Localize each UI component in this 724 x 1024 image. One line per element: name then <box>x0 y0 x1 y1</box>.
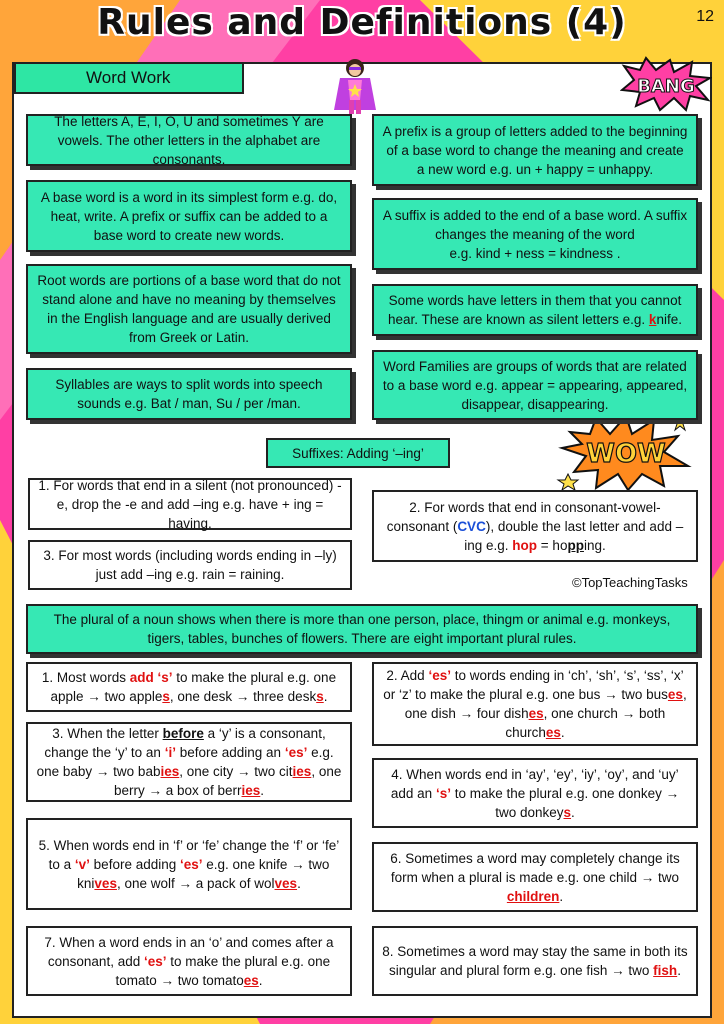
plural-rule-6 <box>372 842 698 912</box>
r6-children: children <box>506 888 560 904</box>
copyright: ©TopTeachingTasks <box>572 575 688 590</box>
r8-a: 8. Sometimes a word may stay the same in both its singular and plural form e.g. one fish → two <box>382 944 688 978</box>
page-title: Rules and Definitions (4) <box>97 2 627 43</box>
bang-text: BANG <box>637 76 695 97</box>
bang-burst-icon <box>620 56 712 112</box>
r4-b: to make the plural e.g. one donkey → two donkey <box>450 785 680 820</box>
suffix-rule-3-text: 3. For most words (including words ending in –ly) just add –ing e.g. rain = raining. <box>43 548 337 582</box>
rule2-b: ), double the last letter and add –ing e.g. <box>464 518 684 553</box>
plural-rule-8-text <box>382 942 688 980</box>
suffix-text <box>382 206 688 263</box>
plural-intro <box>26 604 698 654</box>
r3-b: a ‘y’ is a consonant, change the ‘y’ to an <box>44 726 326 760</box>
cvc-label: CVC <box>457 518 486 534</box>
r1-d: . <box>323 689 328 704</box>
r2-es2: es <box>667 687 683 702</box>
r2-b: to words ending in ‘ch’, ‘sh’, ‘s’, ‘ss’, ‘x’ or ‘z’ to make the plural e.g. one bus → two bus <box>383 668 684 702</box>
r3-c: before adding an <box>175 745 285 760</box>
r7-b: to make the plural e.g. one tomato → two tomato <box>115 953 331 988</box>
plural-rule-2-text <box>382 666 688 742</box>
families-text: Word Families are groups of words that are related to a base word e.g. appear = appearing, appeared, disappear, disappearing. <box>382 358 688 412</box>
r8-fish: fish <box>653 963 678 978</box>
plural-intro-text: The plural of a noun shows when there is more than one person, place, thingm or animal e.g. monkeys, tigers, tables, bunches of flowers. There are eight important plural rules. <box>53 612 671 646</box>
r2-es3: es <box>528 706 544 721</box>
r3-before: before <box>162 726 204 741</box>
r3-i: ‘i’ <box>164 745 176 760</box>
suffixes-heading-text: Suffixes: Adding ‘–ing’ <box>292 445 424 461</box>
prefix-definition <box>372 114 698 186</box>
r4-c: . <box>571 804 575 820</box>
r5-ves2: ves <box>274 875 298 891</box>
silent-text-b: nife. <box>656 312 682 327</box>
plural-rule-7 <box>26 926 352 996</box>
rule2-pp: pp <box>567 537 584 553</box>
r5-v: ‘v’ <box>74 856 90 872</box>
r3-ies3: ies <box>241 783 261 798</box>
base-word-definition <box>26 180 352 252</box>
r5-ves1: ves <box>94 875 117 891</box>
wow-burst-icon <box>556 412 696 492</box>
r6-b: . <box>559 888 564 904</box>
suffixes-heading <box>266 438 450 468</box>
section-label: Word Work <box>14 62 244 94</box>
plural-rule-4-text <box>382 765 688 822</box>
prefix-text: A prefix is a group of letters added to the beginning of a base word to change the meaning and create a new word e.g. un + happy = unhappy. <box>382 123 688 177</box>
r3-es: ‘es’ <box>284 745 308 760</box>
r3-f: , one berry → a box of berr <box>113 764 342 798</box>
silent-text-a: Some words have letters in them that you cannot hear. These are known as silent letters e.g. <box>388 293 682 327</box>
r5-c: e.g. one knife → two kni <box>77 856 330 891</box>
suffix-rule-3 <box>28 540 352 590</box>
root-words-text: Root words are portions of a base word that do not stand alone and have no meaning by themselves in the English language and are usually derived from Greek or Latin. <box>37 273 341 345</box>
syllables-definition <box>26 368 352 420</box>
plural-rule-5-text <box>36 836 342 893</box>
silent-letters-definition <box>372 284 698 336</box>
r3-ies1: ies <box>160 764 180 779</box>
r7-c: . <box>258 972 263 988</box>
r2-es4: es <box>545 725 561 740</box>
rule2-c: = ho <box>537 537 568 553</box>
plural-rule-6-text <box>382 849 688 906</box>
r1-a: 1. Most words <box>41 670 130 685</box>
r2-c: , one dish → four dish <box>404 687 687 721</box>
r2-a: 2. Add <box>386 668 429 683</box>
page-number: 12 <box>696 8 714 25</box>
r1-s: add ‘s’ <box>129 670 173 685</box>
r3-ies2: ies <box>292 764 312 779</box>
r5-e: . <box>297 875 301 891</box>
vowels-text: The letters A, E, I, O, U and sometimes Y are vowels. The other letters in the alphabet are consonants. <box>54 113 324 167</box>
wow-text: WOW <box>586 439 666 469</box>
suffix-rule-1-text: 1. For words that end in a silent (not pronounced) -e, drop the -e and add –ing e.g. have + ing = having. <box>38 477 342 531</box>
plural-rule-2 <box>372 662 698 746</box>
vowels-definition <box>26 114 352 166</box>
r3-a: 3. When the letter <box>52 726 163 741</box>
r8-b: . <box>677 963 681 978</box>
r3-g: . <box>260 783 265 798</box>
syllables-text: Syllables are ways to split words into speech sounds e.g. Bat / man, Su / per /man. <box>55 377 323 411</box>
plural-rule-7-text <box>36 933 342 990</box>
suffix-text-b: e.g. kind + ness = kindness . <box>449 245 621 261</box>
rule2-hop: hop <box>512 537 538 553</box>
rule2-a: 2. For words that end in consonant-vowel-consonant ( <box>386 499 661 534</box>
r5-d: , one wolf → a pack of wol <box>116 875 275 891</box>
r4-s2: s <box>563 804 572 820</box>
plural-rule-1 <box>26 662 352 712</box>
r1-c: , one desk → three desk <box>169 689 317 704</box>
suffix-text-a: A suffix is added to the end of a base word. A suffix changes the meaning of the word <box>382 207 688 242</box>
word-families-definition <box>372 350 698 420</box>
r5-b: before adding <box>89 856 180 872</box>
r3-d: e.g. one baby → two bab <box>36 745 334 779</box>
r1-s3: s <box>316 689 324 704</box>
r6-a: 6. Sometimes a word may completely change its form when a plural is made e.g. one child → two <box>390 850 680 885</box>
r2-e: . <box>560 725 565 740</box>
r7-es: ‘es’ <box>143 953 167 969</box>
r7-es2: es <box>243 972 259 988</box>
rule2-d: ing. <box>583 537 606 553</box>
base-word-text: A base word is a word in its simplest form e.g. do, heat, write. A prefix or suffix can be added to a base word to create new words. <box>40 189 338 243</box>
r2-es: ‘es’ <box>428 668 451 683</box>
silent-letter-k: k <box>648 312 657 327</box>
suffix-definition <box>372 198 698 270</box>
r1-s2: s <box>162 689 170 704</box>
plural-rule-3-text <box>36 724 342 800</box>
silent-text <box>382 291 688 329</box>
r1-b: to make the plural e.g. one apple → two apple <box>50 670 337 704</box>
r5-a: 5. When words end in ‘f’ or ‘fe’ change the ‘f’ or ‘fe’ to a <box>38 837 340 872</box>
plural-rule-4 <box>372 758 698 828</box>
root-words-definition <box>26 264 352 354</box>
plural-rule-3 <box>26 722 352 802</box>
r4-s: ‘s’ <box>435 785 451 801</box>
r7-a: 7. When a word ends in an ‘o’ and comes after a consonant, add <box>44 934 334 969</box>
r3-e: , one city → two cit <box>179 764 293 779</box>
plural-rule-8 <box>372 926 698 996</box>
r2-d: , one church → both church <box>505 706 666 740</box>
plural-rule-1-text <box>36 668 342 706</box>
suffix-rule-2-text <box>382 498 688 555</box>
superhero-girl-icon <box>330 56 380 118</box>
plural-rule-5 <box>26 818 352 910</box>
r5-es: ‘es’ <box>180 856 203 872</box>
r4-a: 4. When words end in ‘ay’, ‘ey’, ‘iy’, ‘oy’, and ‘uy’ add an <box>390 766 679 801</box>
suffix-rule-1 <box>28 478 352 530</box>
suffix-rule-2 <box>372 490 698 562</box>
